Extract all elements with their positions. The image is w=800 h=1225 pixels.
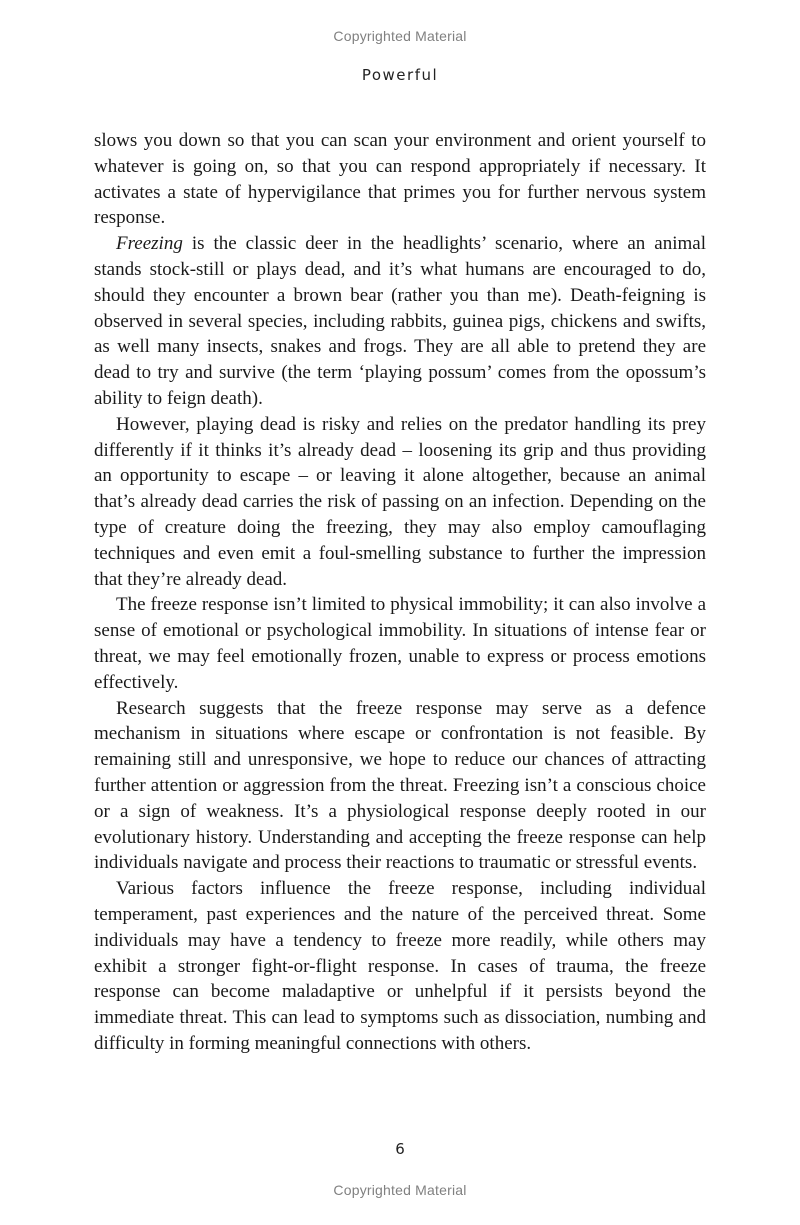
paragraph-1 [94,128,706,231]
paragraph-6-text: Various factors influence the freeze response, including individual temperament, past experiences and the nature of the perceived threat. Some individuals may have a tendency to freeze more readily, while others may exhibit a stronger fight-or-flight response. In cases of trauma, the freeze response can become maladaptive or unhelpful if it persists beyond the immediate threat. This can lead to symptoms such as dissociation, numbing and difficulty in forming meaningful connections with others. [94,878,706,1054]
paragraph-3-text: However, playing dead is risky and relies on the predator handling its prey differently if it thinks it’s already dead – loosening its grip and thus providing an opportunity to escape – or leaving it alone altogether, because an animal that’s already dead carries the risk of passing on an infection. Depending on the type of creature doing the freezing, they may also employ camouflaging techniques and even emit a foul-smelling substance to further the impression that they’re already dead. [94,413,706,590]
paragraph-2 [94,231,706,412]
paragraph-3 [94,412,706,593]
page-number: 6 [395,1140,405,1158]
paragraph-2-text: is the classic deer in the headlights’ scenario, where an animal stands stock-still or plays dead, and it’s what humans are encouraged to do, should they encounter a brown bear (rather you than me). Death-feigning is observed in several species, including rabbits, guinea pigs, chickens and swifts, as well many insects, snakes and frogs. They are all able to pretend they are dead to try and survive (the term ‘playing possum’ comes from the opossum’s ability to feign death). [94,233,706,409]
paragraph-5 [94,696,706,877]
paragraph-1-text: slows you down so that you can scan your environment and orient yourself to whatever is going on, so that you can respond appropriately if necessary. It activates a state of hypervigilance that primes you for further nervous system response. [94,130,706,229]
copyright-watermark-top: Copyrighted Material [333,28,467,44]
paragraph-6 [94,876,706,1057]
running-head: Powerful [361,66,439,84]
paragraph-5-text: Research suggests that the freeze response may serve as a defence mechanism in situations where escape or confrontation is not feasible. By remaining still and unresponsive, we hope to reduce our chances of attracting further attention or aggression from the threat. Freezing isn’t a conscious choice or a sign of weakness. It’s a physiological response deeply rooted in our evolutionary history. Understanding and accepting the freeze response can help individuals navigate and process their reactions to traumatic or stressful events. [94,697,706,874]
paragraph-4-text: The freeze response isn’t limited to physical immobility; it can also involve a sense of emotional or psychological immobility. In situations of intense fear or threat, we may feel emotionally frozen, unable to express or process emotions effectively. [94,594,706,693]
body-text [94,128,706,1057]
paragraph-2-lead: Freezing [116,233,183,255]
paragraph-4 [94,592,706,695]
copyright-watermark-bottom: Copyrighted Material [333,1182,467,1198]
